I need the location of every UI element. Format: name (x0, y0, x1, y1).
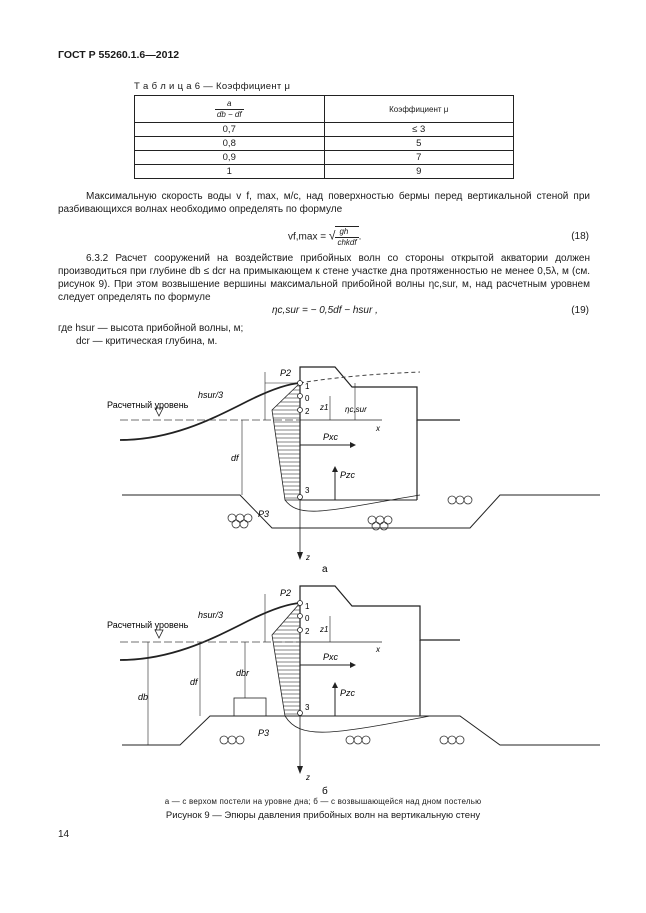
x-label-a: x (376, 424, 380, 433)
df-label-a: df (231, 453, 239, 463)
paragraph-velocity: Максимальную скорость воды v f, max, м/с, над поверхностью бермы перед вертикальной стеной при разбивающихся волнах необходимо определять по формуле (58, 191, 590, 215)
db-label: db (138, 692, 149, 702)
figure-caption: Рисунок 9 — Эпюры давления прибойных волн на вертикальную стену (165, 810, 481, 821)
p2-label-a: P2 (280, 368, 292, 378)
subfig-b-label: б (322, 786, 328, 797)
svg-text:2: 2 (305, 627, 310, 636)
svg-text:Pzc: Pzc (340, 688, 356, 698)
svg-text:3: 3 (305, 703, 310, 712)
document-header: ГОСТ Р 55260.1.6—2012 (58, 49, 180, 61)
svg-text:2: 2 (305, 407, 310, 416)
pressure-epure-b (272, 603, 300, 716)
hsur3-label-a: hsur/3 (198, 390, 224, 400)
block (234, 698, 266, 716)
svg-text:0: 0 (305, 394, 310, 403)
svg-text:x: x (376, 645, 380, 654)
equation-18: vf,max = √ $\frac{gh}{\text{chkdf}}$ . (288, 227, 362, 247)
equation-19: ηc,sur = − 0,5df − hsur , (272, 305, 378, 316)
where-hsur: где hsur — высота прибойной волны, м; (58, 323, 244, 334)
z1-label-a: z1 (320, 403, 329, 412)
figure-subcaption: а — с верхом постели на уровне дна; б — с возвышающейся над дном постелью (164, 797, 482, 806)
table-row: 0,9 7 (135, 151, 514, 165)
svg-text:3: 3 (305, 486, 310, 495)
subfig-a-label: а (322, 564, 328, 575)
pzc-label-a: Pzc (340, 470, 356, 480)
water-level-label-a: Расчетный уровень (107, 400, 189, 410)
where-dcr: dcr — критическая глубина, м. (76, 336, 218, 347)
svg-text:z1: z1 (320, 625, 329, 634)
z-arrow (297, 552, 303, 560)
diagram-a (120, 367, 600, 560)
svg-text:Pxc: Pxc (323, 652, 339, 662)
equation-18-number: (18) (571, 231, 589, 242)
coef-header: Коэффициент μ (324, 96, 514, 123)
p3-epure (285, 495, 420, 511)
dbr-label: dbr (236, 668, 250, 678)
equation-19-number: (19) (571, 305, 589, 316)
eta-label-a: ηc,sur (345, 405, 367, 414)
svg-text:P3: P3 (258, 728, 270, 738)
pxc-label-a: Pxc (323, 432, 339, 442)
svg-text:z: z (306, 773, 310, 782)
paragraph-6-3-2: 6.3.2 Расчет сооружений на воздействие прибойных волн со стороны открытой акватории должен производиться при глубине db ≤ dcr на примыкающем к стене участке дна протяженностью не менее 0,5λ, м (см. рисунок 9). При этом возвышение вершины максимальной прибойной волны ηc,sur, м, над расчетным уровнем следует определять по формуле (58, 253, 590, 303)
svg-text:df: df (190, 677, 198, 687)
svg-text:1: 1 (305, 602, 310, 611)
svg-text:P2: P2 (280, 588, 292, 598)
table-row: 0,7 ≤ 3 (135, 123, 514, 137)
water-level-label-b: Расчетный уровень (107, 620, 189, 630)
svg-text:hsur/3: hsur/3 (198, 610, 224, 620)
wall-outline-b (300, 586, 460, 716)
raised-bed (122, 716, 600, 745)
table-row: 0,8 5 (135, 137, 514, 151)
table-caption: Т а б л и ц а 6 — Коэффициент μ (134, 81, 291, 92)
z-label-a: z (306, 553, 310, 562)
svg-text:1: 1 (305, 382, 310, 391)
svg-text:0: 0 (305, 614, 310, 623)
ratio-header: $\frac{a}{db - df}$ (135, 96, 325, 123)
page-number: 14 (58, 829, 70, 840)
pressure-epure (272, 383, 300, 500)
table-row: 1 9 (135, 165, 514, 179)
wave-dashed (300, 372, 420, 383)
p3-label-a: P3 (258, 509, 270, 519)
